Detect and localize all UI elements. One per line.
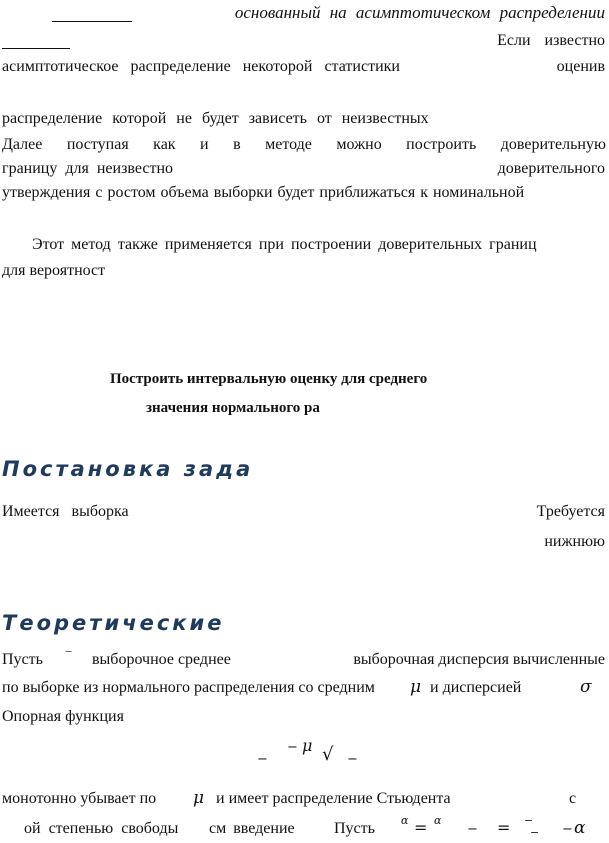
text-line-5 (2, 136, 606, 154)
underline-rule-top (52, 21, 132, 22)
word: методе (265, 136, 312, 153)
section2-line-2-a: по выборке из нормального распределения со средним (2, 679, 375, 696)
section-heading-theory: Теоретические (2, 611, 225, 635)
formula-mu: μ (302, 736, 313, 755)
text-line-7: утверждения с ростом объема выборки будет приближаться к номинальной (2, 184, 525, 201)
task-title-line-2: значения нормального ра (146, 400, 320, 416)
formula-equals-1: = (414, 818, 428, 837)
word: в (233, 136, 241, 153)
formula-bar-3: − (524, 814, 534, 827)
formula-sqrt: √ (322, 744, 334, 765)
section2-line-4-c: с (569, 790, 577, 807)
formula-fraction-bar-2: − (347, 752, 358, 767)
formula-minus-1: − (287, 740, 298, 755)
section2-line-1-a: Пусть (2, 651, 43, 668)
paragraph2-line-2: для вероятност (2, 262, 106, 279)
mu-symbol-2: μ (193, 788, 205, 808)
section1-line-1-left: Имеется выборка (2, 503, 129, 520)
formula-minus-4: − (562, 822, 573, 837)
word: построить (406, 136, 477, 153)
section1-line-2-right: нижнюю (544, 533, 605, 550)
text-line-6-left: границу для неизвестно (2, 160, 173, 177)
text-line-3-right: оценив (556, 58, 605, 75)
section1-line-1-right: Требуется (536, 503, 605, 520)
minus-bar-symbol: − (65, 644, 73, 659)
formula-fraction-bar-1: − (257, 752, 268, 767)
underline-rule-left (2, 48, 70, 49)
paragraph2-line-1: Этот метод также применяется при построении доверительных границ (32, 236, 537, 253)
word: и (200, 136, 209, 153)
section2-line-5-c: Пусть (334, 820, 375, 837)
word: можно (336, 136, 382, 153)
section-heading-problem: Постановка зада (2, 457, 254, 481)
section2-line-4-b: и имеет распределение Стьюдента (216, 790, 451, 807)
formula-minus-2: − (467, 822, 478, 837)
section2-line-5-b: см введение (209, 820, 295, 837)
text-line-4: распределение которой не будет зависеть от неизвестных (2, 110, 429, 127)
text-line-6-right: доверительного (497, 160, 605, 177)
word: доверительную (500, 136, 606, 153)
formula-equals-2: = (497, 818, 511, 837)
formula-minus-3: − (530, 826, 540, 839)
section2-line-1-c: выборочная дисперсия вычисленные (353, 651, 605, 668)
section2-line-5-a: ой степенью свободы (24, 820, 179, 837)
text-line-1: основанный на асимптотическом распределении (234, 3, 605, 22)
formula-alpha-3: α (574, 818, 586, 838)
word: Далее (2, 136, 43, 153)
sigma-symbol: σ (580, 677, 592, 697)
word: как (153, 136, 176, 153)
formula-alpha-2: α (434, 814, 442, 827)
section2-line-1-b: выборочное среднее (92, 651, 231, 668)
mu-symbol: μ (410, 677, 422, 697)
text-line-2: Если известно (497, 32, 605, 49)
text-line-3-left: асимптотическое распределение некоторой статистики (2, 58, 400, 75)
section2-line-3: Опорная функция (2, 708, 124, 725)
word: поступая (66, 136, 129, 153)
formula-alpha-1: α (401, 814, 409, 827)
task-title-line-1: Построить интервальную оценку для среднего (110, 371, 428, 387)
section2-line-4-a: монотонно убывает по (2, 790, 157, 807)
section2-line-2-b: и дисперсией (430, 679, 522, 696)
